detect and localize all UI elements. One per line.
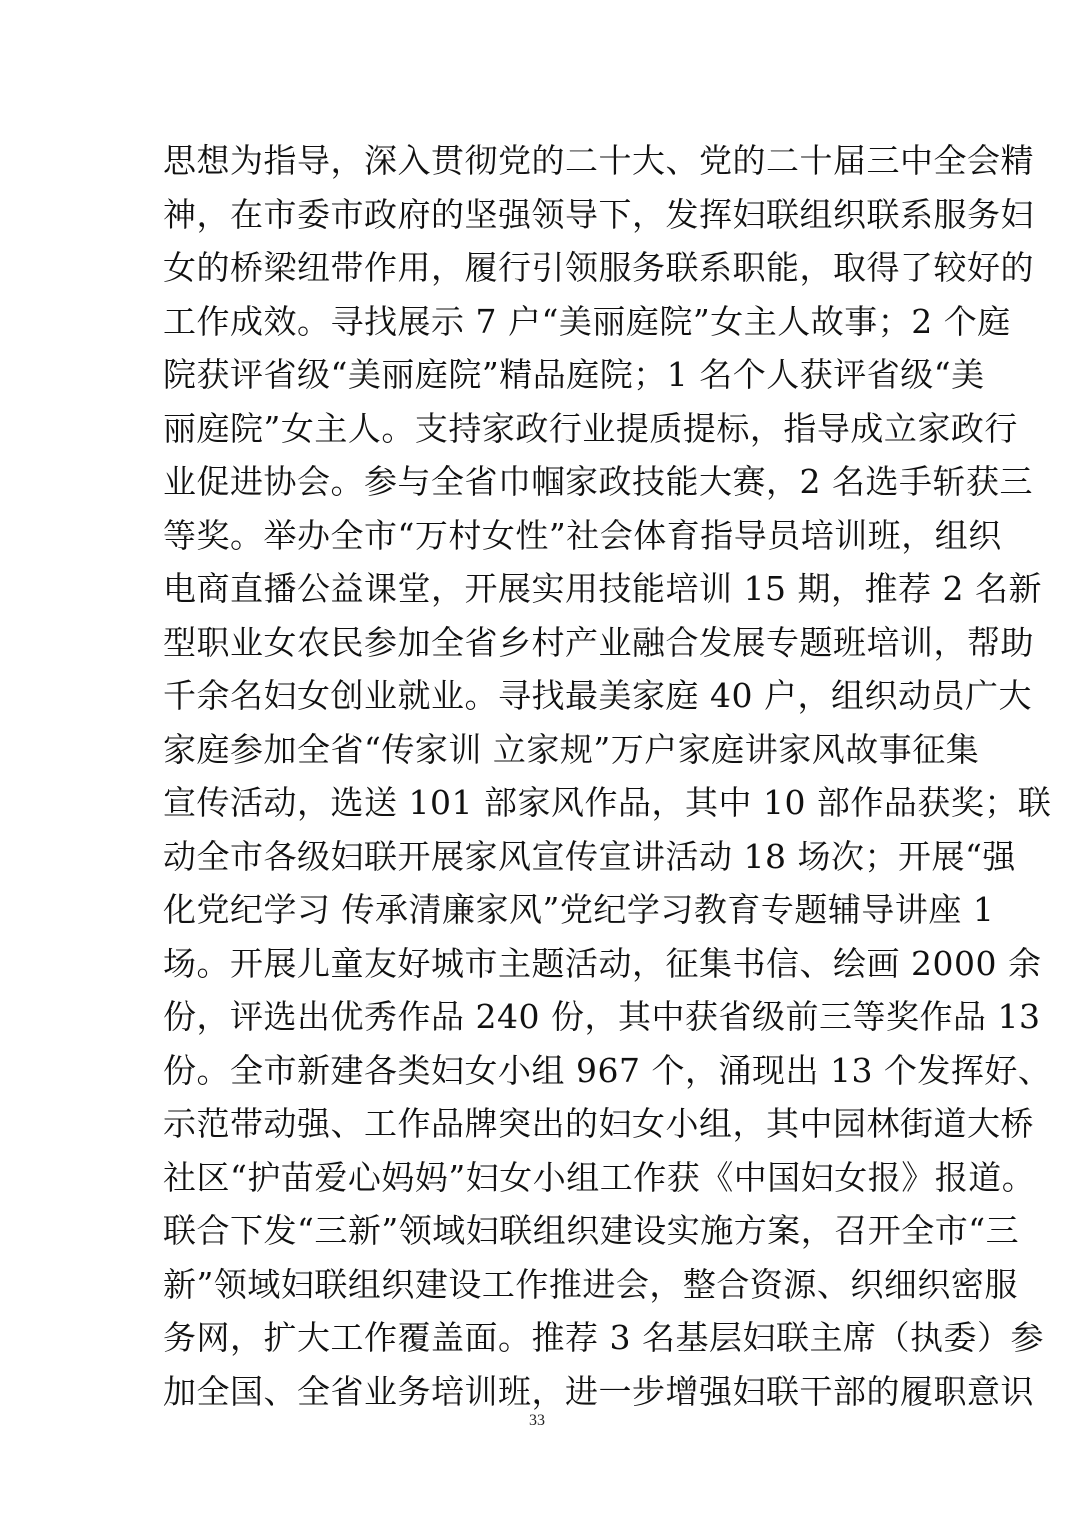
text-line: 社区“护苗爱心妈妈”妇女小组工作获《中国妇女报》报道。 bbox=[163, 1157, 1036, 1197]
text-line: 宣传活动，选送 101 部家风作品，其中 10 部作品获奖；联 bbox=[163, 783, 1052, 822]
text-line: 电商直播公益课堂，开展实用技能培训 15 期，推荐 2 名新 bbox=[163, 569, 1042, 608]
text-line: 型职业女农民参加全省乡村产业融合发展专题班培训，帮助 bbox=[163, 622, 1034, 662]
text-line: 加全国、全省业务培训班，进一步增强妇联干部的履职意识 bbox=[163, 1371, 1034, 1411]
text-line: 工作成效。寻找展示 7 户“美丽庭院”女主人故事；2 个庭 bbox=[163, 301, 1011, 341]
text-line: 业促进协会。参与全省巾帼家政技能大赛，2 名选手斩获三 bbox=[163, 462, 1033, 501]
text-line: 院获评省级“美丽庭院”精品庭院；1 名个人获评省级“美 bbox=[163, 355, 985, 394]
body-paragraph bbox=[163, 134, 1052, 1418]
text-line: 思想为指导，深入贯彻党的二十大、党的二十届三中全会精 bbox=[163, 141, 1034, 180]
text-line: 等奖。举办全市“万村女性”社会体育指导员培训班，组织 bbox=[163, 515, 1002, 555]
page-number: 33 bbox=[529, 1412, 545, 1429]
text-line: 新”领域妇联组织建设工作推进会，整合资源、织细织密服 bbox=[163, 1264, 1018, 1304]
text-line: 场。开展儿童友好城市主题活动，征集书信、绘画 2000 余 bbox=[163, 943, 1042, 983]
text-line: 丽庭院”女主人。支持家政行业提质提标，指导成立家政行 bbox=[163, 408, 1018, 448]
text-line: 份。全市新建各类妇女小组 967 个，涌现出 13 个发挥好、 bbox=[163, 1050, 1052, 1090]
text-line: 动全市各级妇联开展家风宣传宣讲活动 18 场次；开展“强 bbox=[163, 836, 1016, 876]
text-line: 神，在市委市政府的坚强领导下，发挥妇联组织联系服务妇 bbox=[163, 194, 1034, 234]
text-line: 女的桥梁纽带作用，履行引领服务联系职能，取得了较好的 bbox=[163, 248, 1034, 287]
text-line: 份，评选出优秀作品 240 份，其中获省级前三等奖作品 13 bbox=[163, 997, 1041, 1036]
text-line: 化党纪学习 传承清廉家风”党纪学习教育专题辅导讲座 1 bbox=[163, 890, 995, 929]
text-line: 千余名妇女创业就业。寻找最美家庭 40 户，组织动员广大 bbox=[163, 676, 1032, 715]
text-line: 示范带动强、工作品牌突出的妇女小组，其中园林街道大桥 bbox=[163, 1104, 1034, 1143]
text-line: 联合下发“三新”领域妇联组织建设实施方案，召开全市“三 bbox=[163, 1211, 1020, 1250]
text-line: 家庭参加全省“传家训 立家规”万户家庭讲家风故事征集 bbox=[163, 729, 980, 769]
text-line: 务网，扩大工作覆盖面。推荐 3 名基层妇联主席（执委）参 bbox=[163, 1318, 1044, 1357]
